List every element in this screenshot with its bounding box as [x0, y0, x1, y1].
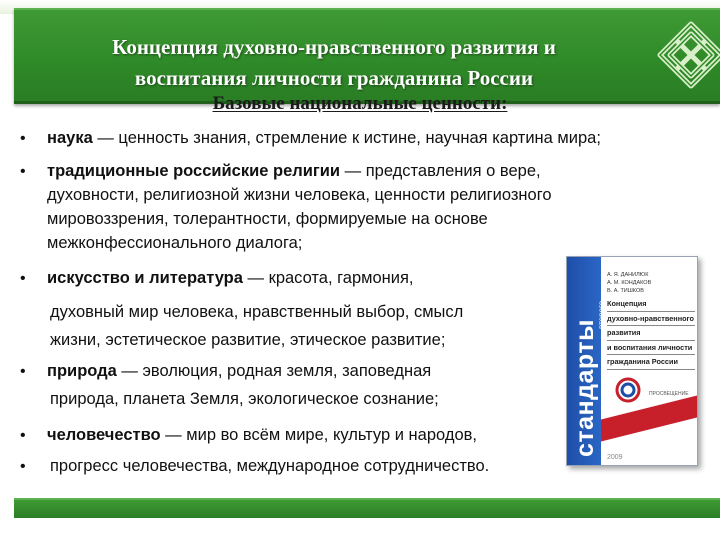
book-cover-image [566, 256, 698, 466]
slide-title-line-1: Концепция духовно-нравственного развития и [112, 35, 556, 59]
item-text: прогресс человечества, международное сотрудничество. [50, 457, 490, 475]
slide-title-line-2: воспитания личности гражданина России [134, 66, 534, 90]
book-title: Концепция духовно-нравственного развития и воспитания личности гражданина России [607, 297, 695, 370]
book-publisher: ПРОСВЕЩЕНИЕ [649, 391, 689, 397]
item-term: природа [47, 362, 117, 380]
item-text: мировоззрения, толерантности, формируемые на основе [47, 210, 488, 228]
bullet-icon: • [20, 163, 26, 180]
section-heading-text: Базовые национальные ценности: [212, 93, 508, 114]
item-text: — ценность знания, стремление к истине, научная картина мира; [92, 129, 601, 147]
item-text: духовности, религиозной жизни человека, ценности религиозного [47, 186, 552, 204]
bullet-icon: • [20, 130, 26, 147]
book-bottom-text: 2009 [607, 454, 623, 461]
item-term: искусство и литература [47, 269, 243, 287]
item-text: жизни, эстетическое развитие, этическое развитие; [50, 331, 446, 349]
item-text: природа, планета Земля, экологическое сознание; [50, 390, 439, 408]
bullet-icon: • [20, 270, 26, 287]
book-spine-subtitle: второго поколения [597, 290, 615, 329]
book-authors: А. Я. ДАНИЛЮК А. М. КОНДАКОВ В. А. ТИШКОВ [607, 272, 652, 294]
item-term: наука [47, 129, 93, 147]
section-heading [0, 93, 720, 115]
item-text: — эволюция, родная земля, заповедная [116, 362, 432, 380]
bottom-accent-bar [14, 498, 720, 518]
title-banner [14, 8, 720, 104]
slide-title [34, 32, 634, 94]
item-text: — мир во всём мире, культур и народов, [160, 426, 477, 444]
item-text: — представления о вере, [340, 162, 541, 180]
item-text: межконфессионального диалога; [47, 234, 303, 252]
item-term: человечество [47, 426, 161, 444]
publisher-logo-icon [615, 377, 641, 403]
item-term: традиционные российские религии [47, 162, 341, 180]
item-text: — красота, гармония, [242, 269, 414, 287]
book-spine-title: стандарты [571, 319, 599, 457]
bullet-icon: • [20, 427, 26, 444]
bullet-icon: • [20, 458, 26, 475]
celtic-knot-icon [656, 20, 720, 90]
bullet-icon: • [20, 363, 26, 380]
item-text: духовный мир человека, нравственный выбор, смысл [50, 303, 464, 321]
